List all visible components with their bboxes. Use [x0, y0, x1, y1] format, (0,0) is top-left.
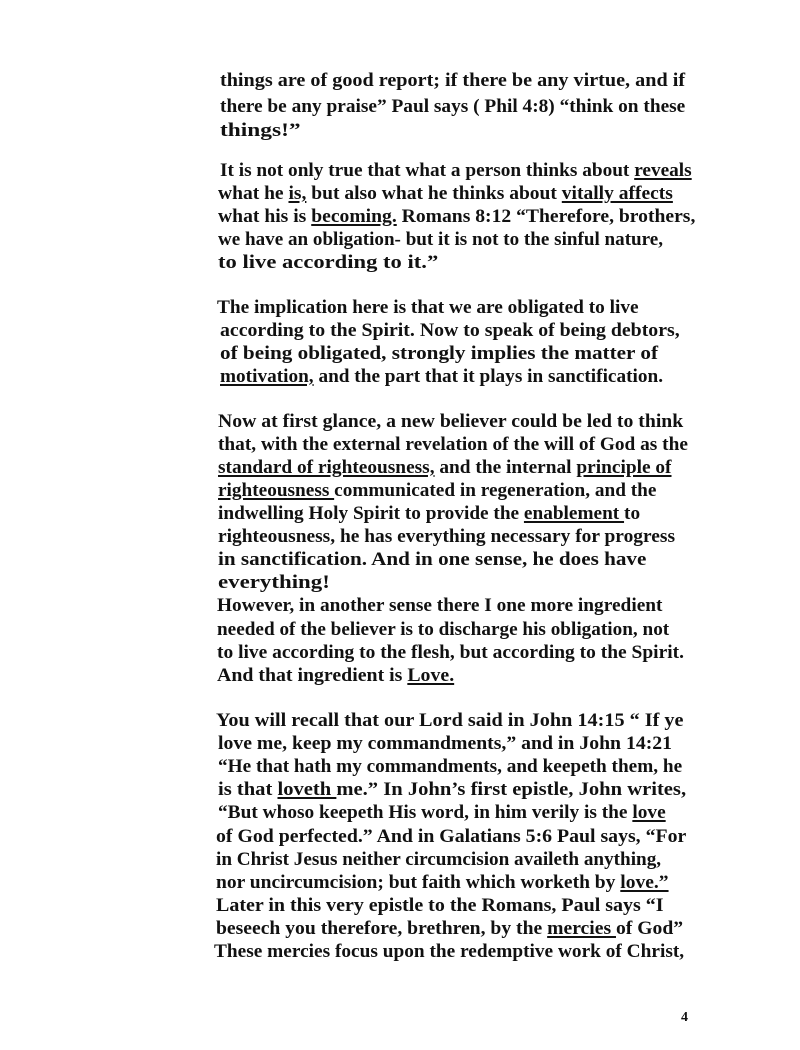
text-line [214, 941, 684, 963]
text-run: “But whoso keepeth His word, in him verily is the [218, 802, 633, 823]
text-line [220, 70, 685, 92]
text-line [216, 710, 683, 732]
text-run: me.” In John’s first epistle, John writes, [336, 779, 687, 800]
underlined-text: is, [288, 183, 307, 204]
text-run: indwelling Holy Spirit to provide the [218, 503, 524, 524]
text-run: righteousness, he has everything necessary for progress [218, 526, 676, 547]
text-run: in Christ Jesus neither circumcision availeth anything, [216, 849, 662, 870]
text-run: These mercies focus upon the redemptive work of Christ, [214, 941, 685, 962]
underlined-text: righteousness [218, 480, 335, 501]
text-run: And that ingredient is [217, 665, 408, 686]
text-run: of being obligated, strongly implies the matter of [220, 343, 658, 364]
text-line [220, 366, 663, 388]
text-run: needed of the believer is to discharge his obligation, not [217, 619, 670, 640]
text-run: of God perfected.” And in Galatians 5:6 Paul says, “For [216, 826, 687, 847]
text-line [216, 872, 669, 894]
text-line [218, 480, 656, 502]
text-run: what his is [218, 206, 312, 227]
text-run: of God” [615, 918, 684, 939]
text-line [218, 229, 663, 251]
underlined-text: mercies [547, 918, 616, 939]
text-line [218, 779, 686, 801]
text-line [218, 733, 672, 755]
text-line [220, 96, 685, 118]
text-line [218, 206, 695, 228]
underlined-text: enablement [523, 503, 625, 524]
text-line [218, 252, 438, 274]
text-line [220, 320, 680, 342]
text-run: we have an obligation- but it is not to the sinful nature, [218, 229, 664, 250]
underlined-text: reveals [634, 160, 692, 181]
text-run: everything! [218, 572, 330, 593]
text-line [218, 457, 672, 479]
text-run: is that [218, 779, 278, 800]
text-run: there be any praise” Paul says ( Phil 4:8) “think on these [220, 96, 686, 117]
text-run: Romans 8:12 “Therefore, brothers, [396, 206, 696, 227]
underlined-text: vitally affects [561, 183, 673, 204]
text-run: to live according to the flesh, but according to the Spirit. [217, 642, 684, 663]
text-run: communicated in regeneration, and the [334, 480, 657, 501]
text-line [218, 802, 666, 824]
text-line [218, 183, 673, 205]
underlined-text: becoming. [311, 206, 397, 227]
text-run: The implication here is that we are obligated to live [217, 297, 639, 318]
text-line [217, 665, 454, 687]
underlined-text: love [632, 802, 666, 823]
text-run: in sanctification. And in one sense, he does have [218, 549, 647, 570]
text-run: what he [218, 183, 289, 204]
text-line [217, 595, 662, 617]
text-run: However, in another sense there I one more ingredient [217, 595, 663, 616]
text-run: that, with the external revelation of the will of God as the [218, 434, 688, 455]
text-line [218, 572, 330, 594]
text-run: to live according to it.” [218, 252, 439, 273]
text-run: things are of good report; if there be any virtue, and if [220, 70, 686, 91]
text-run: and the part that it plays in sanctification. [313, 366, 664, 387]
text-run: It is not only true that what a person thinks about [220, 160, 635, 181]
text-run: beseech you therefore, brethren, by the [216, 918, 548, 939]
text-line [218, 756, 682, 778]
text-line [218, 526, 675, 548]
text-line [217, 619, 669, 641]
text-line [220, 343, 658, 365]
text-line [218, 549, 646, 571]
text-run: “He that hath my commandments, and keepeth them, he [218, 756, 683, 777]
underlined-text: principle of [576, 457, 672, 478]
text-run: to [624, 503, 641, 524]
text-run: love me, keep my commandments,” and in John 14:21 [218, 733, 673, 754]
text-run: nor uncircumcision; but faith which worketh by [216, 872, 621, 893]
underlined-text: Love. [407, 665, 455, 686]
page-number: 4 [681, 1010, 688, 1025]
text-line [220, 120, 301, 142]
text-run: and the internal [434, 457, 577, 478]
underlined-text: standard of righteousness, [218, 457, 435, 478]
text-run: according to the Spirit. Now to speak of being debtors, [220, 320, 680, 341]
underlined-text: motivation, [220, 366, 314, 387]
text-line [216, 826, 686, 848]
underlined-text: loveth [277, 779, 337, 800]
text-line [218, 434, 688, 456]
text-run: Now at first glance, a new believer could be led to think [218, 411, 684, 432]
text-line [216, 918, 683, 940]
text-line [218, 503, 640, 525]
text-line [217, 297, 639, 319]
text-line [216, 849, 661, 871]
text-run: things!” [220, 120, 301, 141]
underlined-text: love.” [620, 872, 669, 893]
text-run: Later in this very epistle to the Romans, Paul says “I [216, 895, 664, 916]
text-line [217, 642, 684, 664]
text-run: You will recall that our Lord said in John 14:15 “ If ye [216, 710, 684, 731]
text-line [216, 895, 664, 917]
text-line [218, 411, 683, 433]
text-line [220, 160, 692, 182]
text-run: but also what he thinks about [306, 183, 562, 204]
